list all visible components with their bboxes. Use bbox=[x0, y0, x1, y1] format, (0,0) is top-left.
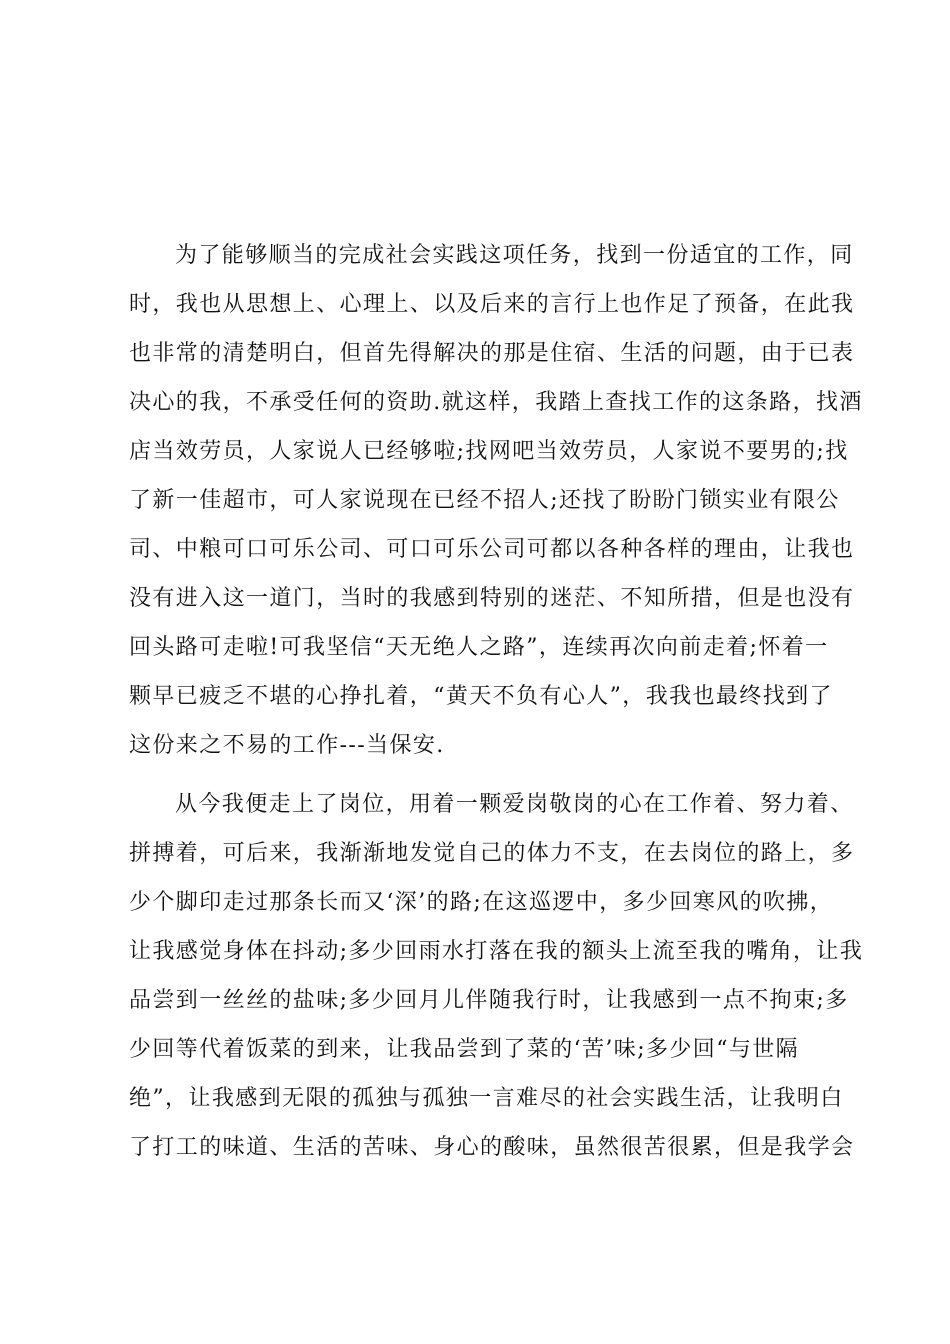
text-line: 从今我便走上了岗位，用着一颗爱岗敬岗的心在工作着、努力着、 bbox=[175, 792, 854, 817]
text-line: 了新一佳超市，可人家说现在已经不招人;还找了盼盼门锁实业有限公 bbox=[129, 488, 840, 513]
text-line: 这份来之不易的工作---当保安. bbox=[129, 733, 445, 758]
text-line: 时，我也从思想上、心理上、以及后来的言行上也作足了预备，在此我 bbox=[129, 292, 855, 317]
text-line: 回头路可走啦!可我坚信“天无绝人之路”，连续再次向前走着;怀着一 bbox=[129, 635, 829, 660]
text-line: 绝”，让我感到无限的孤独与孤独一言难尽的社会实践生活，让我明白 bbox=[129, 1086, 844, 1111]
text-line: 店当效劳员，人家说人已经够啦;找网吧当效劳员，人家说不要男的;找 bbox=[129, 439, 849, 464]
text-line: 少回等代着饭菜的到来，让我品尝到了菜的‘苦’味;多少回“与世隔 bbox=[129, 1037, 800, 1062]
text-line: 拼搏着，可后来，我渐渐地发觉自己的体力不支，在去岗位的路上，多 bbox=[129, 841, 855, 866]
text-line: 也非常的清楚明白，但首先得解决的那是住宿、生活的问题，由于已表 bbox=[129, 341, 855, 366]
text-line: 少个脚印走过那条长而又‘深’的路;在这巡逻中，多少回寒风的吹拂， bbox=[129, 890, 834, 915]
text-line: 没有进入这一道门，当时的我感到特别的迷茫、不知所措，但是也没有 bbox=[129, 586, 855, 611]
text-line: 让我感觉身体在抖动;多少回雨水打落在我的额头上流至我的嘴角，让我 bbox=[129, 939, 864, 964]
text-line: 品尝到一丝丝的盐味;多少回月儿伴随我行时，让我感到一点不拘束;多 bbox=[129, 988, 849, 1013]
text-line: 颗早已疲乏不堪的心挣扎着，“黄天不负有心人”，我我也最终找到了 bbox=[129, 684, 833, 709]
text-line: 决心的我，不承受任何的资助.就这样，我踏上查找工作的这条路，找酒 bbox=[129, 390, 863, 415]
text-line: 了打工的味道、生活的苦味、身心的酸味，虽然很苦很累，但是我学会 bbox=[129, 1135, 855, 1160]
text-line: 为了能够顺当的完成社会实践这项任务，找到一份适宜的工作，同 bbox=[175, 243, 854, 268]
text-line: 司、中粮可口可乐公司、可口可乐公司可都以各种各样的理由，让我也 bbox=[129, 537, 855, 562]
